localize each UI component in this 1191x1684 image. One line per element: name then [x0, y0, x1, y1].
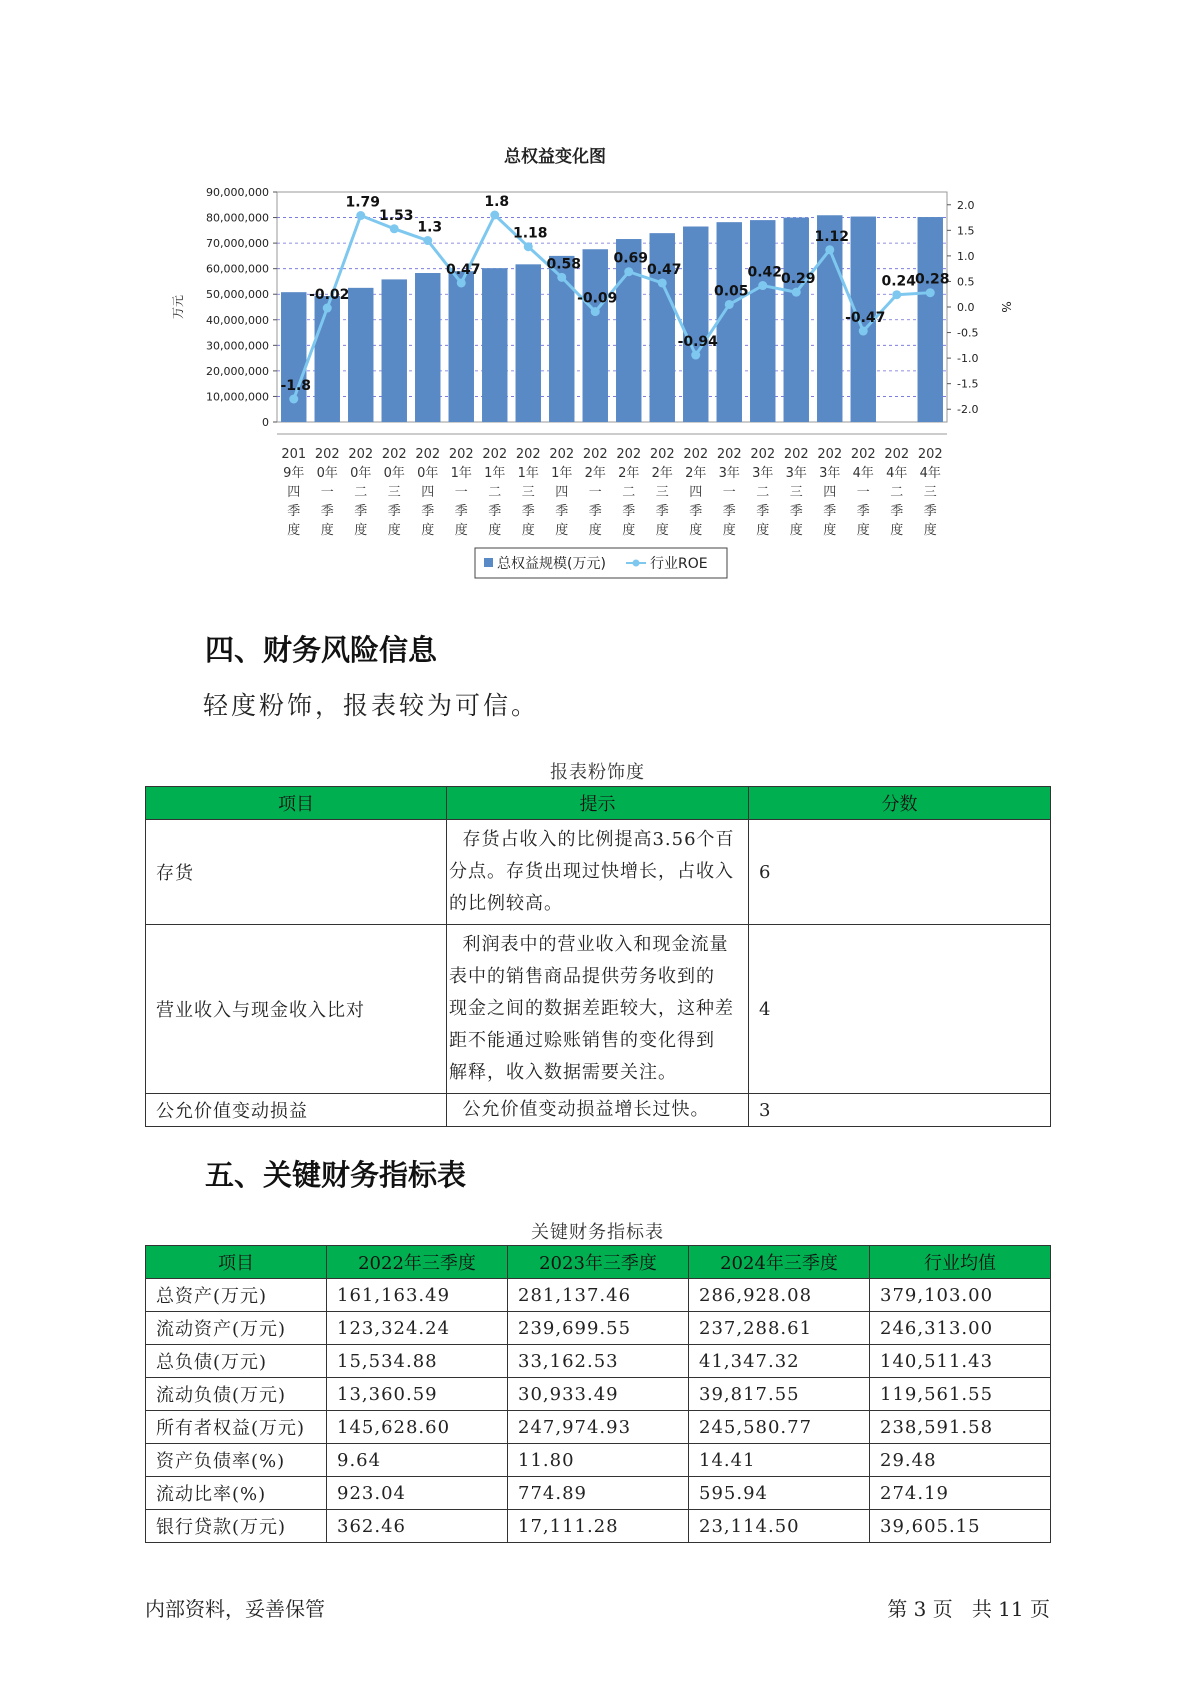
- hint-line: 分点。存货出现过快增长，占收入: [449, 861, 734, 882]
- roe-data-label: 0.29: [780, 271, 816, 288]
- x-tick-label: 度: [823, 523, 837, 538]
- y2-tick-label: 0.5: [957, 275, 975, 289]
- risk-header-score: 分数: [749, 787, 1051, 820]
- table-row: [146, 1477, 1051, 1510]
- hint-line: 解释，收入数据需要关注。: [449, 1062, 677, 1083]
- y2-tick-label: 2.0: [957, 198, 975, 212]
- x-tick-label: 度: [387, 523, 401, 538]
- y-tick-label: 50,000,000: [206, 288, 269, 302]
- x-tick-label: 季: [320, 504, 334, 519]
- x-tick-label: 度: [421, 523, 435, 538]
- roe-data-label: 0.28: [914, 271, 950, 288]
- metric-value-cell: 39,605.15: [870, 1510, 1051, 1543]
- metric-value-cell: 286,928.08: [689, 1279, 870, 1312]
- x-tick-label: 3年: [752, 466, 774, 481]
- x-tick-label: 2年: [584, 466, 606, 481]
- metric-value-cell: 145,628.60: [327, 1411, 508, 1444]
- y2-tick-label: 0.0: [957, 301, 975, 314]
- roe-data-label: 0.42: [747, 264, 783, 281]
- legend-line-label: 行业ROE: [650, 556, 708, 572]
- metric-value-cell: 9.64: [327, 1444, 508, 1477]
- risk-item-cell: 存货: [146, 820, 447, 925]
- table-row: [146, 1094, 1051, 1127]
- x-tick-label: 202: [649, 447, 675, 462]
- roe-data-label: 0.69: [613, 250, 649, 267]
- x-tick-label: 二: [756, 485, 770, 500]
- chart-svg: [170, 140, 1013, 600]
- x-tick-label: 度: [354, 523, 368, 538]
- metrics-header-item: 项目: [146, 1246, 327, 1279]
- metric-label-cell: 总负债(万元): [146, 1345, 327, 1378]
- metric-label-cell: 流动比率(%): [146, 1477, 327, 1510]
- risk-table-caption: 报表粉饰度: [550, 762, 645, 783]
- x-tick-label: 度: [856, 523, 870, 538]
- x-tick-label: 202: [381, 447, 407, 462]
- metric-value-cell: 140,511.43: [870, 1345, 1051, 1378]
- x-tick-label: 三: [789, 485, 803, 500]
- x-tick-label: 3年: [819, 466, 841, 481]
- table-row: [146, 1279, 1051, 1312]
- x-tick-label: 度: [454, 523, 468, 538]
- roe-point: [926, 288, 935, 297]
- hint-line: 现金之间的数据差距较大，这种差: [449, 998, 734, 1019]
- metric-value-cell: 39,817.55: [689, 1378, 870, 1411]
- hint-line: 存货占收入的比例提高3.56个百: [449, 829, 735, 850]
- x-tick-label: 202: [716, 447, 742, 462]
- table-row: [146, 1444, 1051, 1477]
- table-row: [146, 1312, 1051, 1345]
- risk-section-heading: 四、财务风险信息: [205, 633, 438, 667]
- x-tick-label: 三: [923, 485, 937, 500]
- x-tick-label: 4年: [919, 466, 941, 481]
- bar: [348, 288, 373, 422]
- roe-point: [658, 278, 667, 287]
- y-tick-label: 40,000,000: [206, 313, 269, 327]
- bar: [516, 264, 541, 422]
- x-tick-label: 202: [616, 447, 642, 462]
- roe-data-label: -0.94: [677, 334, 718, 351]
- x-tick-label: 度: [689, 523, 703, 538]
- x-tick-label: 202: [582, 447, 608, 462]
- metric-value-cell: 11.80: [508, 1444, 689, 1477]
- hint-line: 利润表中的营业收入和现金流量: [449, 934, 729, 955]
- equity-change-chart: [170, 140, 1013, 600]
- x-tick-label: 度: [622, 523, 636, 538]
- x-tick-label: 季: [421, 504, 435, 519]
- roe-point: [524, 242, 533, 251]
- x-tick-label: 季: [856, 504, 870, 519]
- metric-value-cell: 123,324.24: [327, 1312, 508, 1345]
- metric-value-cell: 23,114.50: [689, 1510, 870, 1543]
- metric-label-cell: 所有者权益(万元): [146, 1411, 327, 1444]
- bar: [382, 279, 407, 422]
- x-tick-label: 202: [917, 447, 943, 462]
- x-tick-label: 度: [320, 523, 334, 538]
- x-tick-label: 0年: [316, 466, 338, 481]
- x-tick-label: 202: [549, 447, 575, 462]
- bar: [918, 217, 943, 422]
- roe-data-label: 0.24: [881, 273, 917, 290]
- x-tick-label: 202: [314, 447, 340, 462]
- metric-value-cell: 14.41: [689, 1444, 870, 1477]
- roe-data-label: 1.53: [378, 207, 414, 224]
- metrics-header-2022q3: 2022年三季度: [327, 1246, 508, 1279]
- metric-value-cell: 379,103.00: [870, 1279, 1051, 1312]
- x-tick-label: 二: [890, 485, 904, 500]
- metric-value-cell: 923.04: [327, 1477, 508, 1510]
- bar: [482, 268, 507, 422]
- bar: [717, 222, 742, 422]
- metric-value-cell: 774.89: [508, 1477, 689, 1510]
- roe-data-label: 0.47: [646, 261, 682, 278]
- y2-tick-label: -1.5: [957, 377, 979, 391]
- metric-label-cell: 总资产(万元): [146, 1279, 327, 1312]
- metric-label-cell: 流动资产(万元): [146, 1312, 327, 1345]
- x-tick-label: 三: [521, 485, 535, 500]
- x-tick-label: 1年: [484, 466, 506, 481]
- x-tick-label: 202: [884, 447, 910, 462]
- x-tick-label: 202: [783, 447, 809, 462]
- metric-value-cell: 239,699.55: [508, 1312, 689, 1345]
- roe-point: [892, 290, 901, 299]
- metric-value-cell: 247,974.93: [508, 1411, 689, 1444]
- legend-bar-label: 总权益规模(万元): [497, 556, 606, 572]
- y-tick-label: 20,000,000: [206, 364, 269, 378]
- roe-point: [289, 395, 298, 404]
- x-tick-label: 季: [387, 504, 401, 519]
- x-tick-label: 202: [448, 447, 474, 462]
- roe-point: [557, 273, 566, 282]
- risk-table-header-row: [146, 787, 1051, 820]
- roe-data-label: -0.09: [577, 290, 618, 307]
- metric-value-cell: 29.48: [870, 1444, 1051, 1477]
- footer-confidential-note: 内部资料，妥善保管: [145, 1597, 325, 1621]
- bar: [784, 218, 809, 422]
- y-tick-label: 90,000,000: [206, 186, 269, 199]
- risk-table: [145, 786, 1051, 1127]
- roe-point: [423, 236, 432, 245]
- x-tick-label: 度: [789, 523, 803, 538]
- metrics-header-2023q3: 2023年三季度: [508, 1246, 689, 1279]
- roe-point: [624, 267, 633, 276]
- x-tick-label: 4年: [852, 466, 874, 481]
- roe-data-label: 0.47: [445, 261, 481, 278]
- roe-data-label: 0.58: [546, 256, 582, 273]
- hint-line: 公允价值变动损益增长过快。: [449, 1099, 710, 1120]
- roe-data-label: 0.05: [713, 283, 749, 300]
- metrics-table-caption: 关键财务指标表: [531, 1222, 664, 1243]
- metric-value-cell: 41,347.32: [689, 1345, 870, 1378]
- y-tick-label: 10,000,000: [206, 390, 269, 404]
- roe-point: [356, 211, 365, 220]
- x-tick-label: 201: [281, 447, 307, 462]
- metrics-header-2024q3: 2024年三季度: [689, 1246, 870, 1279]
- chart-title: 总权益变化图: [504, 147, 606, 167]
- x-tick-label: 季: [588, 504, 602, 519]
- x-tick-label: 季: [521, 504, 535, 519]
- x-tick-label: 四: [689, 485, 703, 500]
- hint-line: 的比例较高。: [449, 893, 563, 914]
- x-tick-label: 季: [287, 504, 301, 519]
- x-tick-label: 1年: [551, 466, 573, 481]
- metrics-header-industry-avg: 行业均值: [870, 1246, 1051, 1279]
- roe-point: [490, 211, 499, 220]
- x-tick-label: 季: [923, 504, 937, 519]
- x-tick-label: 季: [722, 504, 736, 519]
- x-tick-label: 四: [421, 485, 435, 500]
- x-tick-label: 季: [756, 504, 770, 519]
- metric-value-cell: 15,534.88: [327, 1345, 508, 1378]
- risk-item-cell: 公允价值变动损益: [146, 1094, 447, 1127]
- risk-summary-text: 轻度粉饰，报表较为可信。: [203, 691, 540, 720]
- y-axis-label: 万元: [171, 294, 185, 320]
- metric-value-cell: 13,360.59: [327, 1378, 508, 1411]
- plot-area: [277, 192, 947, 422]
- y-tick-label: 30,000,000: [206, 339, 269, 353]
- x-tick-label: 度: [756, 523, 770, 538]
- legend-bar-swatch: [484, 558, 493, 567]
- x-tick-label: 2年: [651, 466, 673, 481]
- metrics-section-heading: 五、关键财务指标表: [205, 1158, 467, 1192]
- x-tick-label: 4年: [886, 466, 908, 481]
- roe-point: [859, 327, 868, 336]
- metrics-table: [145, 1245, 1051, 1543]
- risk-hint-cell: [447, 925, 749, 1094]
- x-tick-label: 一: [722, 485, 736, 500]
- metric-value-cell: 17,111.28: [508, 1510, 689, 1543]
- metrics-table-header-row: [146, 1246, 1051, 1279]
- x-tick-label: 二: [354, 485, 368, 500]
- y2-tick-label: -1.0: [957, 352, 979, 366]
- roe-point: [825, 245, 834, 254]
- metric-value-cell: 237,288.61: [689, 1312, 870, 1345]
- roe-data-label: -0.47: [845, 310, 886, 327]
- metric-value-cell: 33,162.53: [508, 1345, 689, 1378]
- x-tick-label: 三: [387, 485, 401, 500]
- x-tick-label: 一: [856, 485, 870, 500]
- roe-point: [457, 278, 466, 287]
- x-tick-label: 季: [789, 504, 803, 519]
- x-tick-label: 0年: [383, 466, 405, 481]
- x-tick-label: 季: [622, 504, 636, 519]
- table-row: [146, 1345, 1051, 1378]
- x-tick-label: 202: [348, 447, 374, 462]
- hint-line: 表中的销售商品提供劳务收到的: [449, 966, 715, 987]
- roe-point: [390, 224, 399, 233]
- x-tick-label: 四: [823, 485, 837, 500]
- roe-data-label: 1.12: [814, 228, 850, 245]
- x-tick-label: 202: [817, 447, 843, 462]
- x-tick-label: 一: [320, 485, 334, 500]
- x-tick-label: 一: [454, 485, 468, 500]
- hint-line: 距不能通过赊账销售的变化得到: [449, 1030, 715, 1051]
- risk-header-item: 项目: [146, 787, 447, 820]
- roe-data-label: -1.8: [280, 378, 312, 394]
- y2-tick-label: 1.5: [957, 224, 975, 238]
- x-tick-label: 度: [555, 523, 569, 538]
- metric-label-cell: 银行贷款(万元): [146, 1510, 327, 1543]
- risk-header-hint: 提示: [447, 787, 749, 820]
- roe-data-label: 1.18: [512, 225, 548, 242]
- bar: [683, 227, 708, 423]
- metric-value-cell: 245,580.77: [689, 1411, 870, 1444]
- bar: [583, 249, 608, 422]
- table-row: [146, 1378, 1051, 1411]
- x-tick-label: 度: [588, 523, 602, 538]
- roe-point: [758, 281, 767, 290]
- risk-score-cell: 3: [749, 1094, 1051, 1127]
- x-tick-label: 202: [482, 447, 508, 462]
- x-tick-label: 3年: [718, 466, 740, 481]
- risk-score-cell: 6: [749, 820, 1051, 925]
- x-tick-label: 2年: [618, 466, 640, 481]
- x-tick-label: 0年: [417, 466, 439, 481]
- y2-axis-label: %: [999, 301, 1013, 313]
- table-row: [146, 925, 1051, 1094]
- y2-tick-label: -0.5: [957, 326, 979, 340]
- x-tick-label: 202: [683, 447, 709, 462]
- bar: [449, 271, 474, 422]
- metric-value-cell: 281,137.46: [508, 1279, 689, 1312]
- x-tick-label: 202: [515, 447, 541, 462]
- x-tick-label: 度: [655, 523, 669, 538]
- x-tick-label: 1年: [450, 466, 472, 481]
- roe-data-label: -0.02: [309, 287, 350, 304]
- x-tick-label: 一: [588, 485, 602, 500]
- risk-score-cell: 4: [749, 925, 1051, 1094]
- metric-label-cell: 资产负债率(%): [146, 1444, 327, 1477]
- roe-point: [691, 351, 700, 360]
- x-tick-label: 度: [722, 523, 736, 538]
- risk-hint-cell: [447, 820, 749, 925]
- x-tick-label: 季: [488, 504, 502, 519]
- roe-point: [591, 307, 600, 316]
- table-row: [146, 820, 1051, 925]
- x-tick-label: 季: [655, 504, 669, 519]
- risk-hint-cell: [447, 1094, 749, 1127]
- y-tick-label: 0: [262, 416, 269, 429]
- x-tick-label: 9年: [283, 466, 305, 481]
- x-tick-label: 3年: [785, 466, 807, 481]
- risk-item-cell: 营业收入与现金收入比对: [146, 925, 447, 1094]
- x-tick-label: 二: [622, 485, 636, 500]
- y-tick-label: 60,000,000: [206, 262, 269, 276]
- x-tick-label: 2年: [685, 466, 707, 481]
- metric-value-cell: 161,163.49: [327, 1279, 508, 1312]
- y-tick-label: 70,000,000: [206, 237, 269, 251]
- bar: [415, 273, 440, 422]
- x-tick-label: 季: [354, 504, 368, 519]
- metric-value-cell: 595.94: [689, 1477, 870, 1510]
- x-tick-label: 季: [823, 504, 837, 519]
- metric-value-cell: 119,561.55: [870, 1378, 1051, 1411]
- x-tick-label: 季: [890, 504, 904, 519]
- roe-point: [323, 304, 332, 313]
- metric-value-cell: 238,591.58: [870, 1411, 1051, 1444]
- y2-tick-label: 1.0: [957, 249, 975, 263]
- x-tick-label: 度: [890, 523, 904, 538]
- x-tick-label: 三: [655, 485, 669, 500]
- legend-line-marker: [633, 560, 640, 567]
- x-tick-label: 度: [488, 523, 502, 538]
- x-tick-label: 1年: [517, 466, 539, 481]
- x-tick-label: 二: [488, 485, 502, 500]
- x-tick-label: 度: [287, 523, 301, 538]
- x-tick-label: 202: [750, 447, 776, 462]
- bar: [315, 296, 340, 422]
- roe-point: [792, 288, 801, 297]
- footer-page-number: 第 3 页 共 11 页: [887, 1597, 1050, 1621]
- x-tick-label: 度: [923, 523, 937, 538]
- roe-point: [725, 300, 734, 309]
- y-tick-label: 80,000,000: [206, 211, 269, 225]
- table-row: [146, 1411, 1051, 1444]
- y2-tick-label: -2.0: [957, 403, 979, 417]
- x-tick-label: 0年: [350, 466, 372, 481]
- table-row: [146, 1510, 1051, 1543]
- x-tick-label: 202: [850, 447, 876, 462]
- x-tick-label: 度: [521, 523, 535, 538]
- x-tick-label: 四: [287, 485, 301, 500]
- x-tick-label: 四: [555, 485, 569, 500]
- x-tick-label: 202: [415, 447, 441, 462]
- roe-data-label: 1.3: [417, 219, 443, 236]
- x-tick-label: 季: [689, 504, 703, 519]
- bar: [750, 220, 775, 422]
- roe-data-label: 1.79: [345, 194, 381, 211]
- metric-value-cell: 362.46: [327, 1510, 508, 1543]
- x-tick-label: 季: [555, 504, 569, 519]
- metric-label-cell: 流动负债(万元): [146, 1378, 327, 1411]
- metric-value-cell: 274.19: [870, 1477, 1051, 1510]
- metric-value-cell: 30,933.49: [508, 1378, 689, 1411]
- roe-data-label: 1.8: [484, 194, 510, 210]
- x-tick-label: 季: [454, 504, 468, 519]
- metric-value-cell: 246,313.00: [870, 1312, 1051, 1345]
